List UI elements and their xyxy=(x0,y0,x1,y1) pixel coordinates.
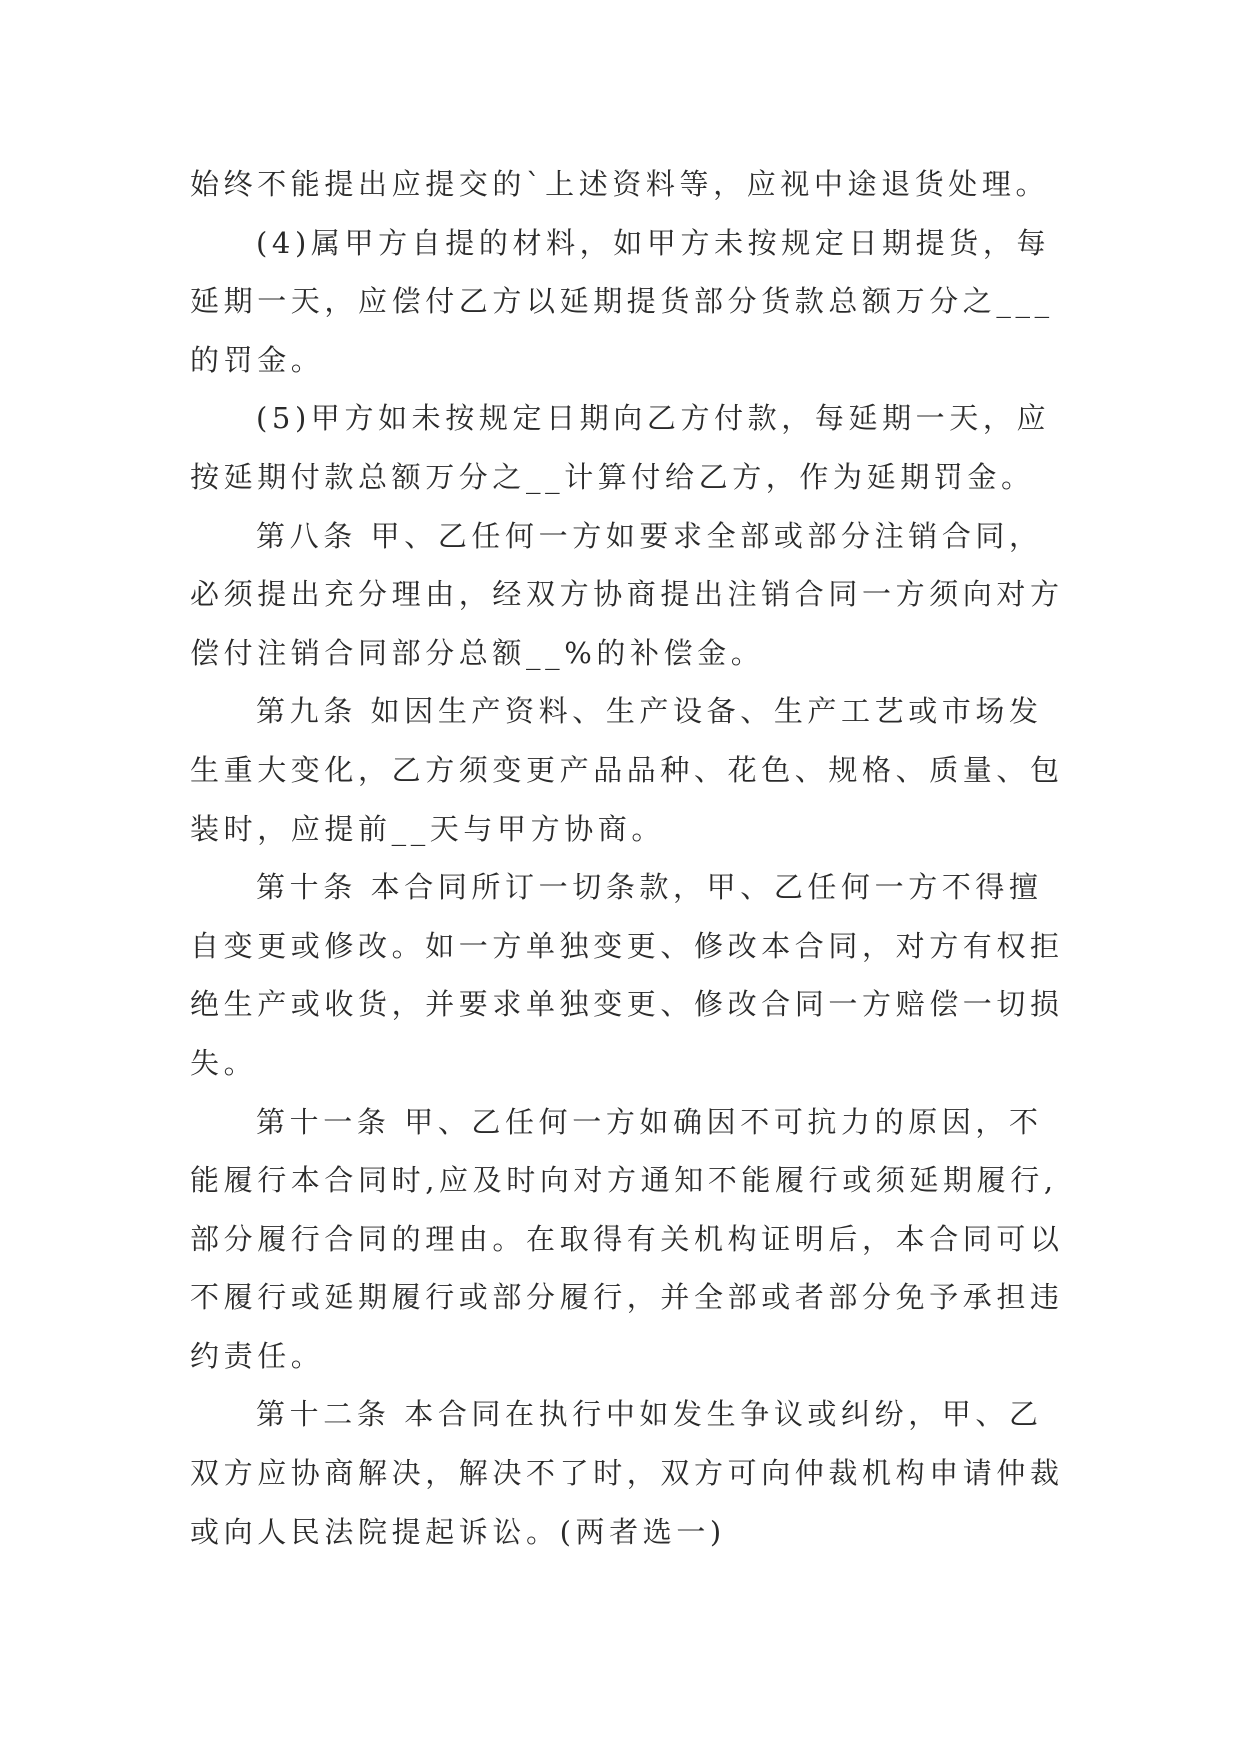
document-body xyxy=(190,155,1064,1561)
paragraph-article-8 xyxy=(190,507,1064,683)
text-line: 第十二条 本合同在执行中如发生争议或纠纷，甲、乙 xyxy=(256,1397,1043,1432)
paragraph-item-4 xyxy=(190,214,1054,390)
text-line: 的罚金。 xyxy=(190,342,325,377)
text-line: 约责任。 xyxy=(190,1338,325,1373)
paragraph-continuation xyxy=(190,155,1050,214)
text-line: 按延期付款总额万分之__计算付给乙方，作为延期罚金。 xyxy=(190,459,1035,494)
text-line: 双方应协商解决，解决不了时，双方可向仲裁机构申请仲裁 xyxy=(190,1456,1064,1491)
text-line: 自变更或修改。如一方单独变更、修改本合同，对方有权拒 xyxy=(190,928,1064,963)
text-line: 或向人民法院提起诉讼。(两者选一) xyxy=(190,1514,726,1549)
text-line: 第十条 本合同所订一切条款，甲、乙任何一方不得擅 xyxy=(256,870,1043,905)
paragraph-item-5 xyxy=(190,389,1050,506)
text-line: 第十一条 甲、乙任何一方如确因不可抗力的原因，不 xyxy=(256,1104,1043,1139)
text-line: 始终不能提出应提交的`上述资料等，应视中途退货处理。 xyxy=(190,167,1050,201)
paragraph-article-9 xyxy=(190,682,1064,858)
text-line: 偿付注销合同部分总额__%的补偿金。 xyxy=(190,635,765,670)
text-line: 部分履行合同的理由。在取得有关机构证明后，本合同可以 xyxy=(190,1221,1064,1256)
text-line: 不履行或延期履行或部分履行，并全部或者部分免予承担违 xyxy=(190,1280,1064,1315)
text-line: 装时，应提前__天与甲方协商。 xyxy=(190,811,666,846)
text-line: 绝生产或收货，并要求单独变更、修改合同一方赔偿一切损 xyxy=(190,987,1064,1022)
paragraph-article-11 xyxy=(190,1093,1064,1386)
paragraph-article-12 xyxy=(190,1385,1064,1561)
text-line: (4)属甲方自提的材料，如甲方未按规定日期提货，每 xyxy=(256,225,1051,260)
text-line: 第八条 甲、乙任何一方如要求全部或部分注销合同， xyxy=(256,518,1043,553)
paragraph-article-10 xyxy=(190,858,1064,1092)
text-line: 延期一天，应偿付乙方以延期提货部分货款总额万分之___ xyxy=(190,284,1054,319)
text-line: 失。 xyxy=(190,1045,258,1080)
text-line: 必须提出充分理由，经双方协商提出注销合同一方须向对方 xyxy=(190,577,1064,612)
text-line: 生重大变化，乙方须变更产品品种、花色、规格、质量、包 xyxy=(190,752,1064,787)
text-line: 能履行本合同时,应及时向对方通知不能履行或须延期履行, xyxy=(190,1163,1058,1198)
text-line: 第九条 如因生产资料、生产设备、生产工艺或市场发 xyxy=(256,694,1043,729)
text-line: (5)甲方如未按规定日期向乙方付款，每延期一天，应 xyxy=(256,401,1051,436)
